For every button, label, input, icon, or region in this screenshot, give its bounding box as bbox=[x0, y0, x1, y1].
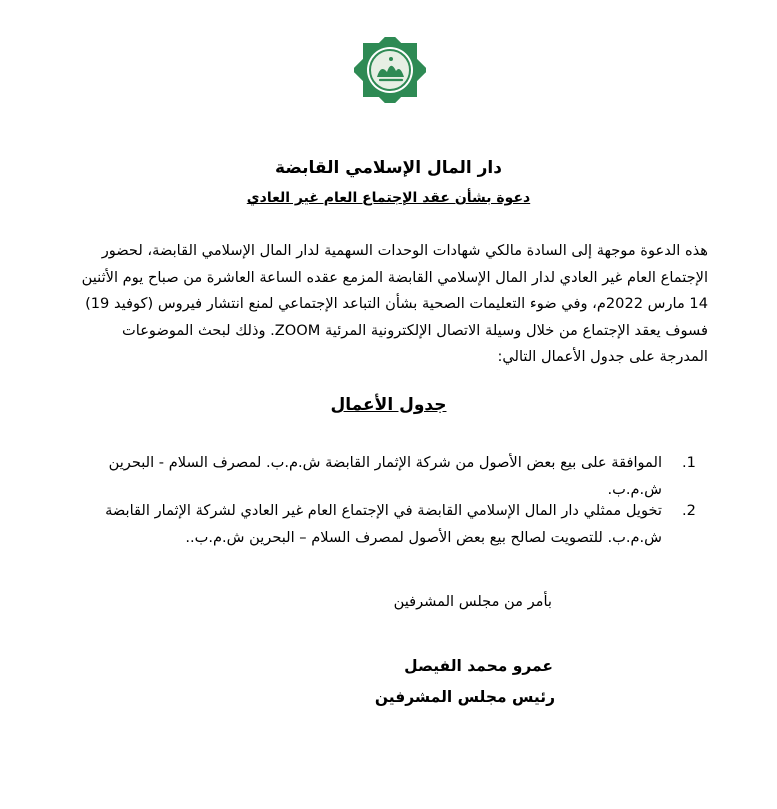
company-title: دار المال الإسلامي القابضة bbox=[275, 158, 502, 178]
paragraph-line: 14 مارس 2022م، وفي ضوء التعليمات الصحية بشأن التباعد الإجتماعي لمنع انتشار فيروس (كوفيد 19) bbox=[85, 295, 708, 312]
agenda-item-line: ش.م.ب. bbox=[607, 480, 662, 498]
paragraph-line: المدرجة على جدول الأعمال التالي: bbox=[497, 348, 708, 365]
signatory-title: رئيس مجلس المشرفين bbox=[374, 688, 555, 706]
agenda-item-line: الموافقة على بيع بعض الأصول من شركة الإثمار القابضة ش.م.ب. لمصرف السلام - البحرين bbox=[108, 454, 662, 471]
agenda-item-number: 1. bbox=[682, 454, 696, 471]
agenda-heading: جدول الأعمال bbox=[330, 395, 447, 415]
signatory-name: عمرو محمد الفيصل bbox=[404, 657, 553, 675]
agenda-item-line: تخويل ممثلي دار المال الإسلامي القابضة في الإجتماع العام غير العادي لشركة الإثمار القابضة bbox=[105, 502, 662, 519]
agenda-item-line: ش.م.ب. للتصويت لصالح بيع بعض الأصول لمصرف السلام – البحرين ش.م.ب.. bbox=[185, 528, 662, 546]
agenda-item-number: 2. bbox=[682, 502, 696, 519]
invitation-subject: دعوة بشأن عقد الإجتماع العام غير العادي bbox=[246, 190, 531, 206]
company-emblem-icon bbox=[354, 37, 426, 103]
invitation-paragraph bbox=[81, 238, 708, 371]
paragraph-line: هذه الدعوة موجهة إلى السادة مالكي شهادات الوحدات السهمية لدار المال الإسلامي القابضة، لحضور bbox=[101, 242, 708, 259]
paragraph-line: الإجتماع العام غير العادي لدار المال الإسلامي القابضة المزمع عقده الساعة العاشرة من صباح يوم الأثنين bbox=[81, 268, 708, 286]
paragraph-line: فسوف يعقد الإجتماع من خلال وسيلة الاتصال الإلكترونية المرئية ZOOM. وذلك لبحث الموضوعات bbox=[122, 321, 708, 339]
agenda-item-2 bbox=[60, 498, 706, 551]
by-order-of-board: بأمر من مجلس المشرفين bbox=[393, 593, 552, 610]
agenda-item-1 bbox=[60, 450, 706, 503]
